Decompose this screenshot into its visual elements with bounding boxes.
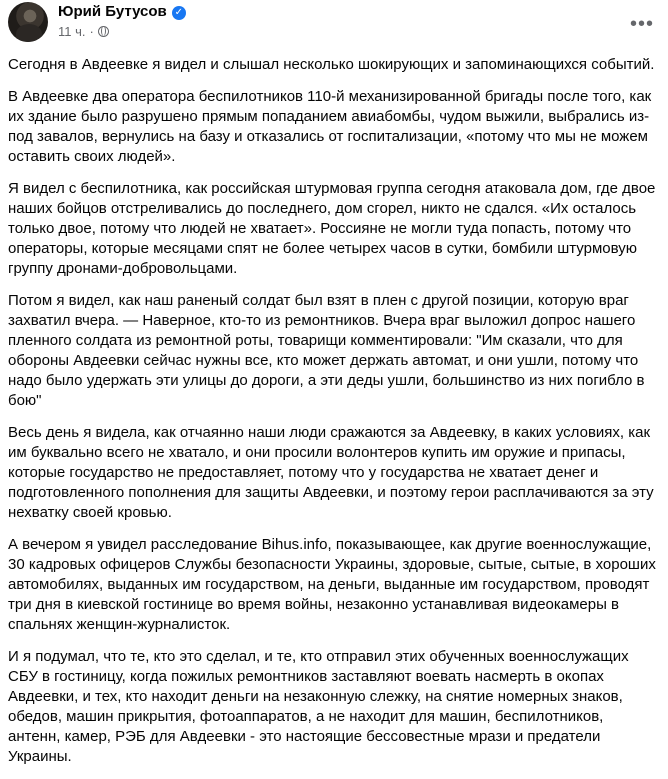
avatar[interactable] <box>8 2 48 42</box>
post-paragraph: Я видел с беспилотника, как российская штурмовая группа сегодня атаковала дом, где двое наших бойцов отстреливались до последнего, дом сгорел, никто не сдался. «Их осталось только двое, потому что людей не хватает». Россияне не могли туда попасть, потому что операторы, которые месяцами спят не более четырех часов в сутки, бомбили штурмовую группу дронами-добровольцами. <box>8 180 656 277</box>
more-options-icon: ••• <box>629 12 654 35</box>
post-meta: 11 ч. · <box>58 24 109 39</box>
author-name-link[interactable] <box>58 3 186 20</box>
post-header <box>8 2 660 48</box>
post-paragraph: А вечером я увидел расследование Bihus.info, показывающее, как другие военнослужащие, 30 кадровых офицеров Службы безопасности Украины, здоровые, сытые, сытые, в хороших автомобилях, выданных им государством, на деньги, выданные им государством, проводят три дня в киевской гостинице во время войны, незаконно устанавливая видеокамеры в спальнях женщин-журналисток. <box>8 536 656 633</box>
more-options-button[interactable] <box>624 6 660 42</box>
post-paragraph: Потом я видел, как наш раненый солдат был взят в плен с другой позиции, которую враг захватил вчера. — Наверное, кто-то из ремонтников. Вчера враг выложил допрос нашего пленного солдата из ремонтной роты, товарищи комментировали: "Им сказали, что для обороны Авдеевки сейчас нужны все, кто может держать автомат, и они ушли, потому что надо было удержать эти улицы до дороги, а эти деды ушли, большинство из них погибло в бою" <box>8 292 645 409</box>
post-paragraph: И я подумал, что те, кто это сделал, и те, кто отправил этих обученных военнослужащих СБУ в гостиницу, когда пожилых ремонтников заставляют воевать насмерть в окопах Авдеевки, и тех, кто находит деньги на незаконную слежку, на снятие номерных знаков, обедов, машин прикрытия, фотоаппаратов, а не находит для машин, беспилотников, антенн, камер, РЭБ для Авдеевки - это настоящие бессовестные мрази и предатели Украины. <box>8 648 629 765</box>
post-paragraph: В Авдеевке два оператора беспилотников 110-й механизированной бригады после того, как их здание было разрушено прямым попаданием авиабомбы, чудом выжили, выбрались из-под завалов, вернулись на базу и отказались от госпитализации, «потому что мы не можем оставить своих людей». <box>8 88 652 165</box>
post-text <box>8 55 658 779</box>
post-paragraph: Весь день я видела, как отчаянно наши люди сражаются за Авдеевку, в каких условиях, как им буквально всего не хватало, и они просили волонтеров купить им оружие и припасы, которые государство не предоставляет, потому что у государства не хватает денег и подготовленного пополнения для защиты Авдеевки, и поэтому герои расплачиваются за эту нехватку своей кровью. <box>8 424 654 521</box>
author-name[interactable]: Юрий Бутусов <box>58 3 167 20</box>
post-time[interactable]: 11 ч. <box>58 24 86 39</box>
verified-check-icon: ✓ <box>172 6 186 20</box>
post-paragraph: Сегодня в Авдеевке я видел и слышал несколько шокирующих и запоминающихся событий. <box>8 56 655 73</box>
globe-icon[interactable] <box>98 26 109 37</box>
